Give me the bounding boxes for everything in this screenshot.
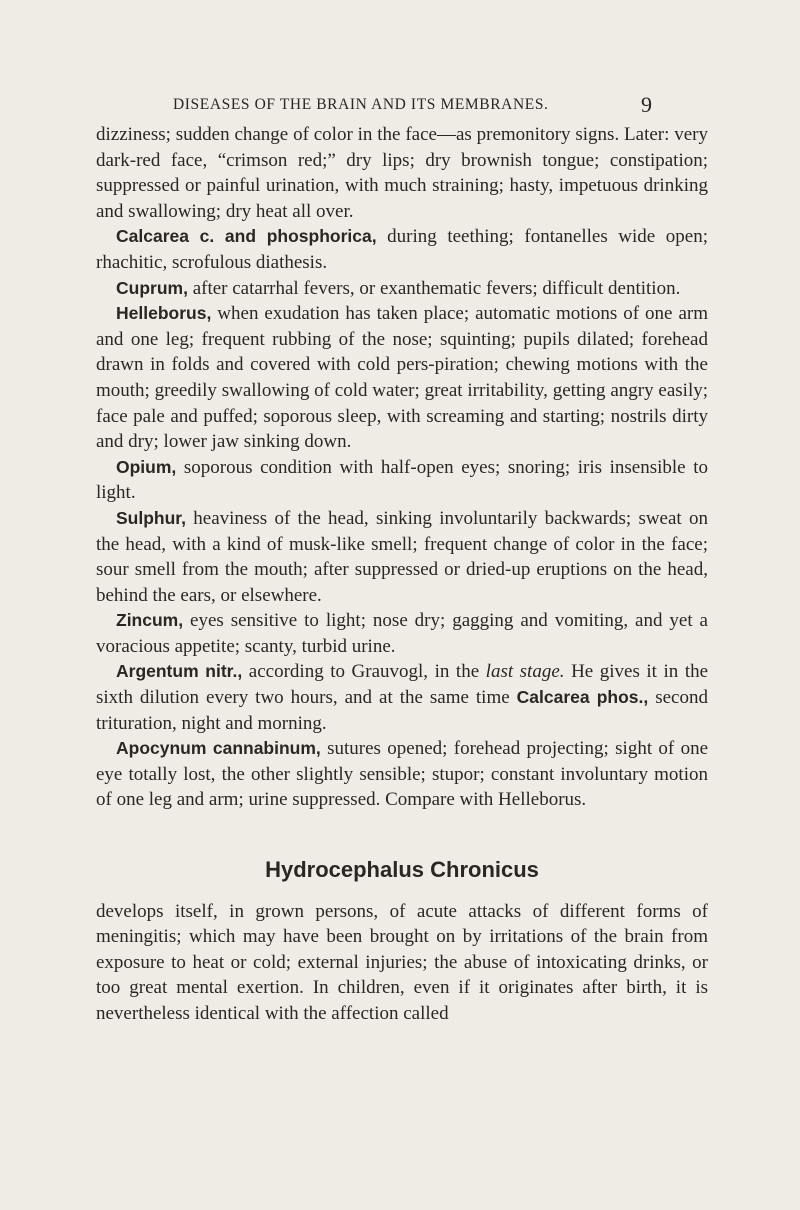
remedy-text: during teething; fontanelles wide open; rhachitic, scrofulous diathesis. — [96, 226, 709, 273]
section-paragraph: develops itself, in grown persons, of acute attacks of different forms of meningitis; which may have been brought on by irritations of the brain from exposure to heat or cold; external injuries; the abuse of intoxicating drinks, or too great mental exertion. In children, even if it originates after birth, it is nevertheless identical with the affection called — [96, 900, 708, 1024]
page-body — [96, 122, 708, 1027]
paragraph-apocynum — [96, 736, 708, 813]
paragraph-sulphur — [96, 506, 708, 608]
remedy-name: Calcarea c. and phosphorica, — [116, 226, 377, 247]
paragraph-opium — [96, 455, 708, 506]
remedy-name: Zincum, — [116, 610, 184, 631]
paragraph-zincum — [96, 608, 708, 659]
remedy-name: Helleborus, — [116, 303, 212, 324]
remedy-text: after catarrhal fevers, or exanthematic fevers; difficult dentition. — [187, 277, 681, 299]
remedy-name: Cuprum, — [116, 277, 188, 298]
remedy-text: when exudation has taken place; automatic motions of one arm and one leg; frequent rubbing of the nose; squinting; pupils dilated; forehead drawn in folds and covered with cold pers-piration; chewing motions with the mouth; greedily swallowing of cold water; great irritability, getting angry easily; face pale and puffed; soporous sleep, with screaming and starting; nostrils dirty and dry; lower jaw sinking down. — [96, 303, 708, 453]
remedy-text: according to Grauvogl, in the — [242, 661, 486, 683]
paragraph-calcarea — [96, 224, 708, 275]
paragraph-cuprum — [96, 276, 708, 302]
remedy-text: soporous condition with half-open eyes; snoring; iris insensible to light. — [96, 456, 708, 504]
remedy-name: Argentum nitr., — [116, 661, 243, 682]
remedy-text: heaviness of the head, sinking involuntarily backwards; sweat on the head, with a kind of musk-like smell; frequent change of color in the face; sour smell from the mouth; after suppressed or dried-up eruptions on the head, behind the ears, or elsewhere. — [96, 507, 708, 606]
remedy-text: eyes sensitive to light; nose dry; gagging and vomiting, and yet a voracious appetite; scanty, turbid urine. — [96, 610, 708, 657]
paragraph: dizziness; sudden change of color in the face—as premonitory signs. Later: very dark-red face, “crimson red;” dry lips; dry brownish tongue; constipation; suppressed or painful urination, with much straining; hasty, impetuous drinking and swallowing; dry heat all over. — [96, 124, 708, 222]
emphasis-text: last stage. — [485, 661, 565, 683]
remedy-name: Sulphur, — [116, 507, 186, 528]
page-number: 9 — [641, 92, 652, 117]
remedy-name: Calcarea phos., — [516, 687, 649, 708]
remedy-text: He gives it in the sixth dilution every two hours, and at the same time — [96, 661, 709, 709]
section-heading: Hydrocephalus Chronicus — [265, 857, 539, 883]
remedy-text: second trituration, night and morning. — [96, 687, 708, 734]
paragraph-helleborus — [96, 301, 708, 455]
remedy-text: sutures opened; forehead projecting; sight of one eye totally lost, the other slightly sensible; stupor; constant involuntary motion of one leg and arm; urine suppressed. Compare with Helleborus. — [96, 738, 708, 811]
paragraph-argentum — [96, 659, 708, 736]
remedy-name: Opium, — [116, 456, 177, 477]
running-header: DISEASES OF THE BRAIN AND ITS MEMBRANES. — [173, 96, 549, 113]
remedy-name: Apocynum cannabinum, — [116, 738, 321, 759]
